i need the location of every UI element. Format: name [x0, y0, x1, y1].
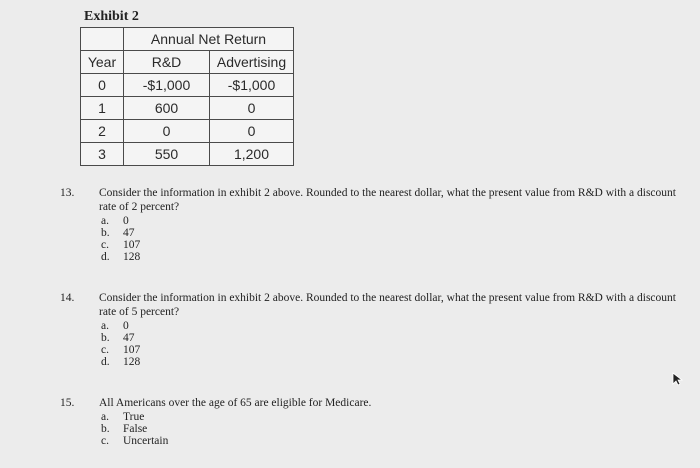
exhibit-title: Exhibit 2 — [84, 9, 139, 24]
option-text: 128 — [123, 251, 141, 263]
column-header-rd: R&D — [124, 51, 210, 74]
option-text: False — [123, 423, 148, 435]
answer-option[interactable] — [99, 239, 679, 251]
answer-option[interactable] — [99, 356, 679, 368]
answer-option[interactable] — [99, 435, 679, 447]
option-text: 47 — [123, 332, 135, 344]
option-letter: b. — [101, 227, 110, 239]
option-text: 107 — [123, 344, 141, 356]
table-corner-cell — [81, 28, 124, 51]
table-row — [81, 74, 294, 97]
answer-options — [99, 411, 679, 447]
table-cell: 0 — [81, 74, 124, 97]
column-header-advertising: Advertising — [210, 51, 294, 74]
table-cell: 600 — [124, 97, 210, 120]
table-cell: 550 — [124, 143, 210, 166]
option-letter: c. — [101, 435, 109, 447]
answer-options — [99, 215, 679, 263]
option-letter: d. — [101, 356, 110, 368]
answer-option[interactable] — [99, 251, 679, 263]
question-body — [99, 291, 679, 368]
mouse-pointer-icon — [672, 372, 684, 386]
column-header-year: Year — [81, 51, 124, 74]
option-letter: c. — [101, 344, 109, 356]
table-row — [81, 97, 294, 120]
exhibit-table — [80, 27, 294, 166]
table-row — [81, 120, 294, 143]
table-cell: 1,200 — [210, 143, 294, 166]
answer-options — [99, 320, 679, 368]
answer-option[interactable] — [99, 320, 679, 332]
table-cell: -$1,000 — [210, 74, 294, 97]
table-cell: 2 — [81, 120, 124, 143]
table-cell: 0 — [124, 120, 210, 143]
table-cell: 1 — [81, 97, 124, 120]
option-letter: a. — [101, 411, 109, 423]
option-text: 47 — [123, 227, 135, 239]
answer-option[interactable] — [99, 227, 679, 239]
answer-option[interactable] — [99, 411, 679, 423]
answer-option[interactable] — [99, 344, 679, 356]
question-text: All Americans over the age of 65 are eligible for Medicare. — [99, 397, 372, 409]
option-letter: c. — [101, 239, 109, 251]
answer-option[interactable] — [99, 423, 679, 435]
question-body — [99, 186, 679, 263]
answer-option[interactable] — [99, 332, 679, 344]
table-cell: -$1,000 — [124, 74, 210, 97]
option-text: 0 — [123, 320, 129, 332]
table-row — [81, 143, 294, 166]
table-header-row — [81, 51, 294, 74]
question-body — [99, 396, 679, 447]
question-number: 13. — [60, 187, 75, 199]
option-text: 107 — [123, 239, 141, 251]
option-text: 0 — [123, 215, 129, 227]
option-text: 128 — [123, 356, 141, 368]
option-text: Uncertain — [123, 435, 169, 447]
option-text: True — [123, 411, 145, 423]
question-text: Consider the information in exhibit 2 above. Rounded to the nearest dollar, what the present value from R&D with a discount rate of 5 percent? — [99, 292, 676, 318]
table-group-header-row — [81, 28, 294, 51]
option-letter: d. — [101, 251, 110, 263]
option-letter: a. — [101, 320, 109, 332]
question-number: 15. — [60, 397, 75, 409]
question-text: Consider the information in exhibit 2 above. Rounded to the nearest dollar, what the present value from R&D with a discount rate of 2 percent? — [99, 187, 676, 213]
table-cell: 3 — [81, 143, 124, 166]
table-group-header: Annual Net Return — [124, 28, 294, 51]
option-letter: b. — [101, 423, 110, 435]
table-cell: 0 — [210, 97, 294, 120]
option-letter: b. — [101, 332, 110, 344]
table-cell: 0 — [210, 120, 294, 143]
answer-option[interactable] — [99, 215, 679, 227]
option-letter: a. — [101, 215, 109, 227]
question-number: 14. — [60, 292, 75, 304]
